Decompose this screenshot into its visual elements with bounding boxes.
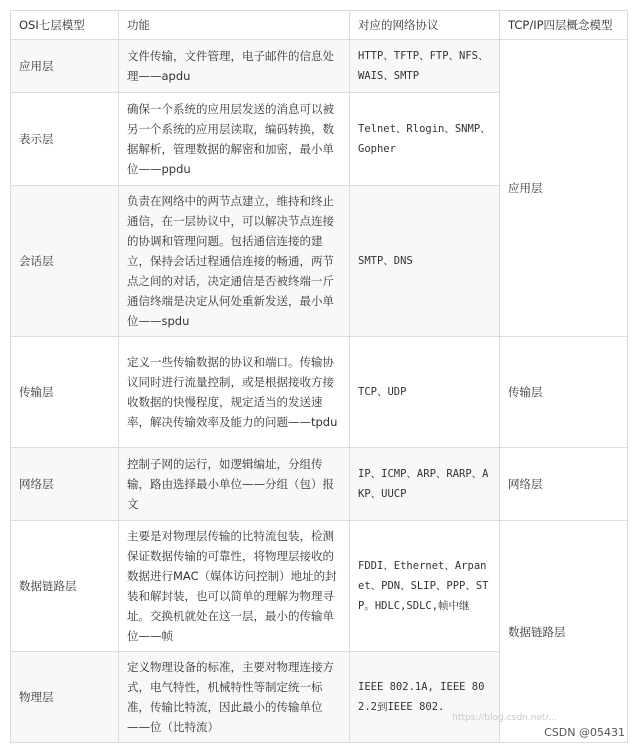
table-header-row bbox=[11, 11, 628, 40]
layer-function: 文件传输，文件管理，电子邮件的信息处理——apdu bbox=[119, 40, 350, 93]
layer-function: 定义物理设备的标准，主要对物理连接方式，电气特性，机械特性等制定统一标准，传输比特流，因此最小的传输单位——位（比特流） bbox=[119, 652, 350, 743]
tcpip-application-layer: 应用层 bbox=[500, 40, 628, 337]
osi-layer-name: 表示层 bbox=[11, 93, 119, 186]
header-osi-model: OSI七层模型 bbox=[11, 11, 119, 40]
layer-protocols: FDDI、Ethernet、Arpanet、PDN、SLIP、PPP、STP。HDLC,SDLC,帧中继 bbox=[350, 521, 500, 652]
table-row-network bbox=[11, 448, 628, 521]
layer-function: 确保一个系统的应用层发送的消息可以被另一个系统的应用层读取，编码转换，数据解析，管理数据的解密和加密，最小单位——ppdu bbox=[119, 93, 350, 186]
osi-layer-name: 会话层 bbox=[11, 186, 119, 337]
layer-function: 负责在网络中的两节点建立，维持和终止通信，在一层协议中，可以解决节点连接的协调和管理问题。包括通信连接的建立，保持会话过程通信连接的畅通，两节点之间的对话，决定通信是否被终端一斤通信终端是决定从何处重新发送，最小单位——spdu bbox=[119, 186, 350, 337]
layer-protocols: Telnet、Rlogin、SNMP、Gopher bbox=[350, 93, 500, 186]
blog-url-watermark: https://blog.csdn.net/... bbox=[452, 713, 557, 723]
layer-protocols: IP、ICMP、ARP、RARP、AKP、UUCP bbox=[350, 448, 500, 521]
layer-function: 主要是对物理层传输的比特流包装，检测保证数据传输的可靠性，将物理层接收的数据进行MAC（媒体访问控制）地址的封装和解封装，也可以简单的理解为物理寻址。交换机就处在这一层，最小的传输单位——帧 bbox=[119, 521, 350, 652]
header-function: 功能 bbox=[119, 11, 350, 40]
osi-layer-name: 传输层 bbox=[11, 337, 119, 448]
layer-protocols: IEEE 802.1A, IEEE 802.2到IEEE 802. bbox=[350, 652, 500, 743]
table-row-datalink bbox=[11, 521, 628, 652]
layer-protocols: HTTP、TFTP、FTP、NFS、WAIS、SMTP bbox=[350, 40, 500, 93]
table-row-application bbox=[11, 40, 628, 93]
csdn-watermark: CSDN @05431 bbox=[544, 726, 625, 739]
tcpip-datalink-layer: 数据链路层 bbox=[500, 521, 628, 743]
header-protocols: 对应的网络协议 bbox=[350, 11, 500, 40]
layer-protocols: TCP、UDP bbox=[350, 337, 500, 448]
layer-protocols: SMTP、DNS bbox=[350, 186, 500, 337]
layer-function: 控制子网的运行，如逻辑编址，分组传输，路由选择最小单位——分组（包）报文 bbox=[119, 448, 350, 521]
table-row-transport bbox=[11, 337, 628, 448]
layer-function: 定义一些传输数据的协议和端口。传输协议同时进行流量控制，或是根据接收方接收数据的快慢程度，规定适当的发送速率，解决传输效率及能力的问题——tpdu bbox=[119, 337, 350, 448]
osi-layer-name: 数据链路层 bbox=[11, 521, 119, 652]
osi-layer-name: 应用层 bbox=[11, 40, 119, 93]
header-tcpip-model: TCP/IP四层概念模型 bbox=[500, 11, 628, 40]
osi-tcpip-comparison-table bbox=[10, 10, 628, 743]
osi-layer-name: 物理层 bbox=[11, 652, 119, 743]
tcpip-network-layer: 网络层 bbox=[500, 448, 628, 521]
tcpip-transport-layer: 传输层 bbox=[500, 337, 628, 448]
osi-layer-name: 网络层 bbox=[11, 448, 119, 521]
